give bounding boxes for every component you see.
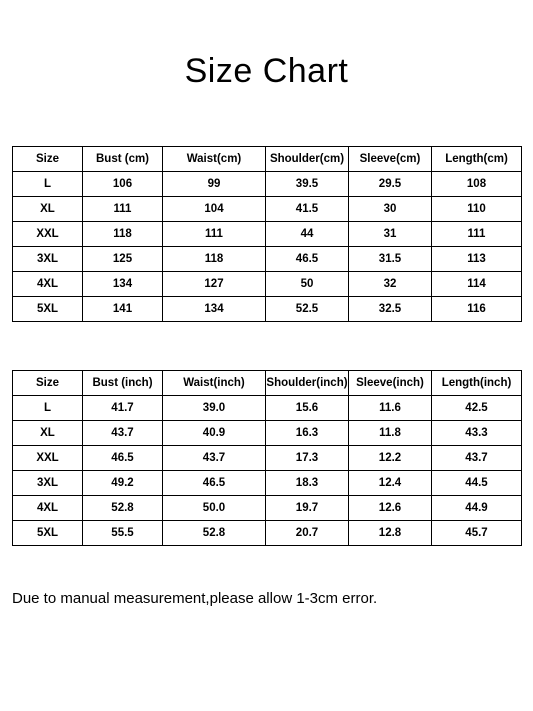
- table-cell: 45.7: [432, 521, 522, 546]
- measurement-note: Due to manual measurement,please allow 1-3cm error.: [12, 590, 378, 607]
- column-header: Waist(inch): [163, 371, 266, 396]
- column-header: Bust (inch): [83, 371, 163, 396]
- table-cell: 49.2: [83, 471, 163, 496]
- table-cell: 39.5: [266, 172, 349, 197]
- table-cell: 52.8: [83, 496, 163, 521]
- table-cell: 125: [83, 247, 163, 272]
- table-cell: 30: [349, 197, 432, 222]
- table-cell: 12.4: [349, 471, 432, 496]
- table-cell: 50: [266, 272, 349, 297]
- table-cell: 43.7: [432, 446, 522, 471]
- column-header: Sleeve(inch): [349, 371, 432, 396]
- table-row: [13, 521, 522, 546]
- table-cell: 31.5: [349, 247, 432, 272]
- table-cell: 118: [163, 247, 266, 272]
- table-cell: 12.2: [349, 446, 432, 471]
- table-cell: 113: [432, 247, 522, 272]
- table-cell: 40.9: [163, 421, 266, 446]
- table-cell: 106: [83, 172, 163, 197]
- table-cell: 11.6: [349, 396, 432, 421]
- page-title: Size Chart: [184, 52, 349, 90]
- table-row: [13, 446, 522, 471]
- table-cell: 16.3: [266, 421, 349, 446]
- table-cell: 55.5: [83, 521, 163, 546]
- table-cell: 4XL: [13, 496, 83, 521]
- column-header: Length(cm): [432, 147, 522, 172]
- table-cell: 127: [163, 272, 266, 297]
- table-cell: 111: [163, 222, 266, 247]
- table-cell: 41.5: [266, 197, 349, 222]
- table-cell: 111: [83, 197, 163, 222]
- table-cell: 29.5: [349, 172, 432, 197]
- table-cell: 116: [432, 297, 522, 322]
- table-row: [13, 272, 522, 297]
- table-cell: 110: [432, 197, 522, 222]
- table-cell: 19.7: [266, 496, 349, 521]
- table-cell: 41.7: [83, 396, 163, 421]
- table-cell: 31: [349, 222, 432, 247]
- table-cell: 111: [432, 222, 522, 247]
- table-cell: 3XL: [13, 471, 83, 496]
- size-table-cm: [12, 146, 522, 322]
- table-cell: 5XL: [13, 521, 83, 546]
- table-cell: 118: [83, 222, 163, 247]
- table-row: [13, 297, 522, 322]
- table-row: [13, 172, 522, 197]
- table-cell: 50.0: [163, 496, 266, 521]
- table-row: [13, 496, 522, 521]
- table-cell: 12.8: [349, 521, 432, 546]
- column-header: Size: [13, 371, 83, 396]
- table-header-row: [13, 371, 522, 396]
- table-cell: 44.9: [432, 496, 522, 521]
- table-cell: 43.7: [163, 446, 266, 471]
- table-cell: 134: [83, 272, 163, 297]
- table-cell: 4XL: [13, 272, 83, 297]
- table-row: [13, 247, 522, 272]
- table-cell: XXL: [13, 446, 83, 471]
- table-header-row: [13, 147, 522, 172]
- table-row: [13, 421, 522, 446]
- table-cell: 52.8: [163, 521, 266, 546]
- table-cell: 11.8: [349, 421, 432, 446]
- table-cell: 18.3: [266, 471, 349, 496]
- table-cell: XL: [13, 197, 83, 222]
- table-cell: 44: [266, 222, 349, 247]
- table-cell: L: [13, 396, 83, 421]
- table-cell: 20.7: [266, 521, 349, 546]
- table-row: [13, 471, 522, 496]
- table-cell: L: [13, 172, 83, 197]
- table-cell: 32: [349, 272, 432, 297]
- table-cell: 17.3: [266, 446, 349, 471]
- column-header: Size: [13, 147, 83, 172]
- column-header: Sleeve(cm): [349, 147, 432, 172]
- table-cell: 15.6: [266, 396, 349, 421]
- table-cell: 46.5: [83, 446, 163, 471]
- table-cell: 108: [432, 172, 522, 197]
- table-cell: 46.5: [266, 247, 349, 272]
- column-header: Length(inch): [432, 371, 522, 396]
- table-cell: XL: [13, 421, 83, 446]
- table-cell: 43.7: [83, 421, 163, 446]
- column-header: Shoulder(inch): [266, 371, 349, 396]
- size-table-inch: [12, 370, 522, 546]
- table-cell: 141: [83, 297, 163, 322]
- column-header: Bust (cm): [83, 147, 163, 172]
- table-cell: 46.5: [163, 471, 266, 496]
- table-cell: 104: [163, 197, 266, 222]
- table-row: [13, 197, 522, 222]
- table-cell: 134: [163, 297, 266, 322]
- table-cell: 44.5: [432, 471, 522, 496]
- table-cell: 42.5: [432, 396, 522, 421]
- table-cell: XXL: [13, 222, 83, 247]
- table-cell: 43.3: [432, 421, 522, 446]
- table-cell: 12.6: [349, 496, 432, 521]
- table-cell: 3XL: [13, 247, 83, 272]
- table-cell: 5XL: [13, 297, 83, 322]
- table-cell: 52.5: [266, 297, 349, 322]
- column-header: Waist(cm): [163, 147, 266, 172]
- table-cell: 99: [163, 172, 266, 197]
- table-cell: 39.0: [163, 396, 266, 421]
- table-row: [13, 222, 522, 247]
- table-cell: 114: [432, 272, 522, 297]
- table-cell: 32.5: [349, 297, 432, 322]
- table-row: [13, 396, 522, 421]
- column-header: Shoulder(cm): [266, 147, 349, 172]
